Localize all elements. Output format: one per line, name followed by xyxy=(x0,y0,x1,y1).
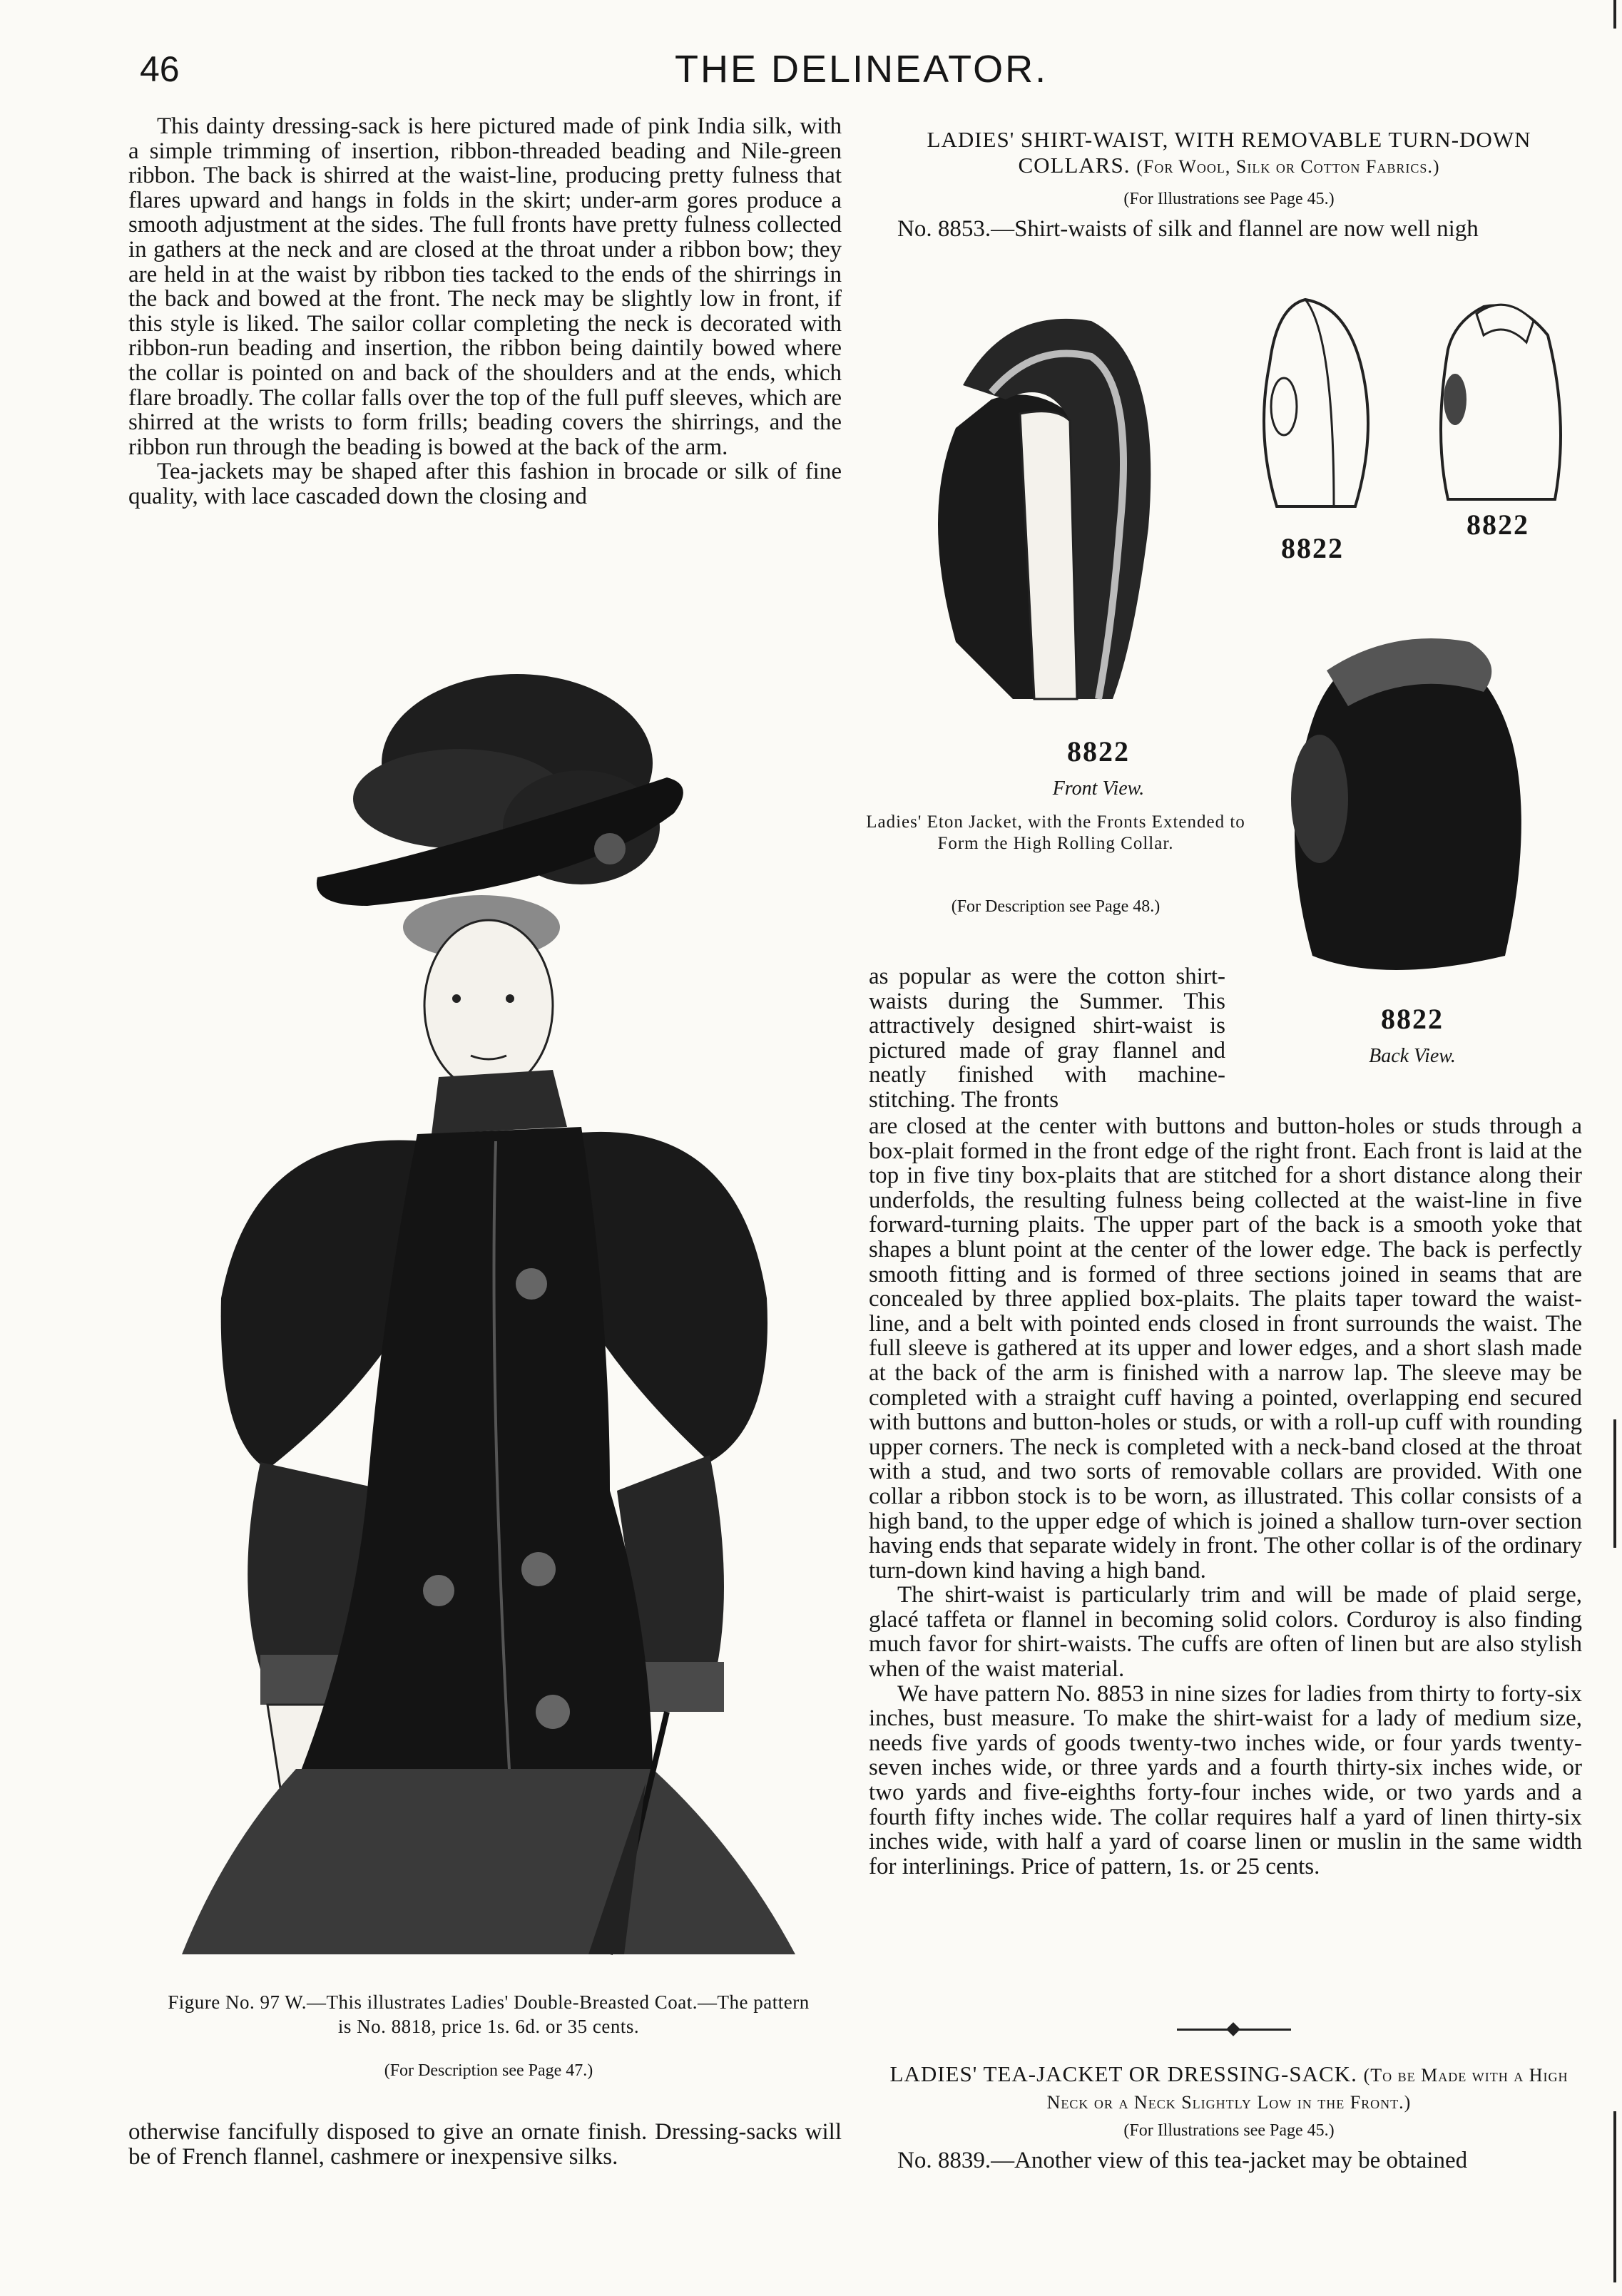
page-title: THE DELINEATOR. xyxy=(675,48,1049,91)
tea-jacket-heading xyxy=(869,2061,1589,2116)
tea-jacket-title: LADIES' TEA-JACKET OR DRESSING-SACK. xyxy=(889,2061,1357,2086)
shirt-waist-text-wide xyxy=(869,1114,1582,1879)
eton-back-view-illustration xyxy=(1270,613,1555,1013)
eton-front-view-illustration xyxy=(906,300,1205,742)
shirt-waist-intro: No. 8853.—Shirt-waists of silk and flannel are now well nigh xyxy=(897,216,1479,242)
tea-jacket-ref: (For Illustrations see Page 45.) xyxy=(1123,2121,1335,2140)
eton-front-number: 8822 xyxy=(1067,735,1130,767)
tea-jacket-subtitle: (To be Made with a High Neck or a Neck Slightly Low in the Front.) xyxy=(1046,2065,1569,2113)
section-divider-ornament xyxy=(1226,2022,1240,2036)
right-paragraph-2: The shirt-waist is particularly trim and will be made of plaid serge, glacé taffeta or flannel in becoming solid colors. Corduroy is also finding much favor for shirt-waists. The cuffs are often of linen but are also stylish when of the waist material. xyxy=(869,1582,1582,1683)
left-paragraph-3: otherwise fancifully disposed to give an ornate finish. Dressing-sacks will be of French flannel, cashmere or inexpensive silks. xyxy=(128,2119,842,2170)
eton-caption: Ladies' Eton Jacket, with the Fronts Extended to Form the High Rolling Collar. xyxy=(866,812,1245,853)
figure-ref: (For Description see Page 47.) xyxy=(384,2061,593,2080)
figure-caption: Figure No. 97 W.—This illustrates Ladies' Double-Breasted Coat.—The pattern is No. 8818, price 1s. 6d. or 35 cents. xyxy=(168,1991,810,2037)
shirt-waist-heading xyxy=(869,127,1589,180)
eton-side-view-2-illustration xyxy=(1419,292,1576,506)
shirt-waist-subtitle: (For Wool, Silk or Cotton Fabrics.) xyxy=(1136,156,1440,177)
right-paragraph-narrow: as popular as were the cotton shirt-waists during the Summer. This attractively designed shirt-waist is pictured made of gray flannel and neatly finished with machine-stitching. The fronts xyxy=(869,964,1225,1113)
shirt-waist-text-narrow xyxy=(869,964,1225,1113)
tea-jacket-intro: No. 8839.—Another view of this tea-jacket may be obtained xyxy=(897,2148,1468,2173)
left-paragraph-1: This dainty dressing-sack is here pictured made of pink India silk, with a simple trimming of insertion, ribbon-threaded beading and Nile-green ribbon. The back is shirred at the waist-line, producing pretty fulness that flares upward and hangs in folds in the skirt; under-arm gores produce a smooth adjustment at the sides. The full fronts have pretty fulness collected in gathers at the neck and are closed at the throat under a ribbon bow; they are held in at the waist by ribbon ties tacked to the ends of the shirrings in the back and bowed at the front. The neck may be slightly low in front, if this style is liked. The sailor collar completing the neck is decorated with ribbon-run beading and insertion, the ribbon being daintily bowed where the collar is pointed on and back of the shoulders and at the ends, which flare broadly. The collar falls over the top of the full puff sleeves, which are shirred at the wrists to form frills; beading covers the shirrings, and the ribbon run through the beading is bowed at the back of the arm. xyxy=(128,113,842,460)
right-paragraph-1: are closed at the center with buttons and button-holes or studs through a box-plait formed in the front edge of the right front. Each front is laid at the top in five tiny box-plaits that are stitched for a short distance along their underfolds, the resulting fulness being collected at the waist-line in five forward-turning plaits. The upper part of the back is a smooth yoke that shapes a blunt point at the center of the lower edge. The back is perfectly smooth fitting and is formed of three sections joined in seams that are concealed by three applied box-plaits. The plaits taper toward the waist-line, and a belt with pointed ends closed in front surrounds the waist. The full sleeve is gathered at its upper and lower edges, and a short slash made at the back of the arm is finished with a narrow lap. The sleeve may be completed with a straight cuff having a pointed, overlapping end secured with buttons and button-holes or studs, or with a roll-up cuff with rounding upper corners. The neck is completed with a neck-band closed at the throat with a stud, and two sorts of removable collars are provided. With one collar a ribbon stock is to be worn, as illustrated. This collar consists of a high band, to the upper edge of which is joined a shallow turn-over section having ends that separate widely in front. The other collar is of the ordinary turn-down kind having a high band. xyxy=(869,1113,1582,1583)
right-paragraph-3: We have pattern No. 8853 in nine sizes for ladies from thirty to forty-six inches, bust measure. To make the shirt-waist for a lady of medium size, needs five yards of goods twenty-two inches wide, or four yards twenty-seven inches wide, or three yards and a fourth thirty-six inches wide, or two yards and five-eighths forty-four inches wide, or two yards and a fourth fifty inches wide. The collar requires half a yard of linen thirty-six inches wide, with half a yard of coarse linen or muslin in the same width for interlinings. Price of pattern, 1s. or 25 cents. xyxy=(869,1680,1582,1879)
eton-side-number-1: 8822 xyxy=(1281,532,1344,564)
coat-figure-illustration xyxy=(153,670,824,1961)
eton-back-view-label: Back View. xyxy=(1369,1045,1456,1067)
eton-front-view-label: Front View. xyxy=(1052,777,1145,800)
shirt-waist-title: LADIES' SHIRT-WAIST, WITH REMOVABLE TURN-DOWN COLLARS. xyxy=(927,127,1531,178)
eton-side-view-1-illustration xyxy=(1227,292,1391,528)
eton-ref: (For Description see Page 48.) xyxy=(951,897,1161,916)
left-text-top xyxy=(128,114,842,509)
shirt-waist-ref: (For Illustrations see Page 45.) xyxy=(1123,190,1335,208)
eton-back-number: 8822 xyxy=(1381,1003,1444,1035)
left-text-bottom xyxy=(128,2120,842,2169)
eton-side-number-2: 8822 xyxy=(1467,509,1529,541)
page-number: 46 xyxy=(140,49,180,89)
left-paragraph-2: Tea-jackets may be shaped after this fashion in brocade or silk of fine quality, with lace cascaded down the closing and xyxy=(128,459,842,509)
